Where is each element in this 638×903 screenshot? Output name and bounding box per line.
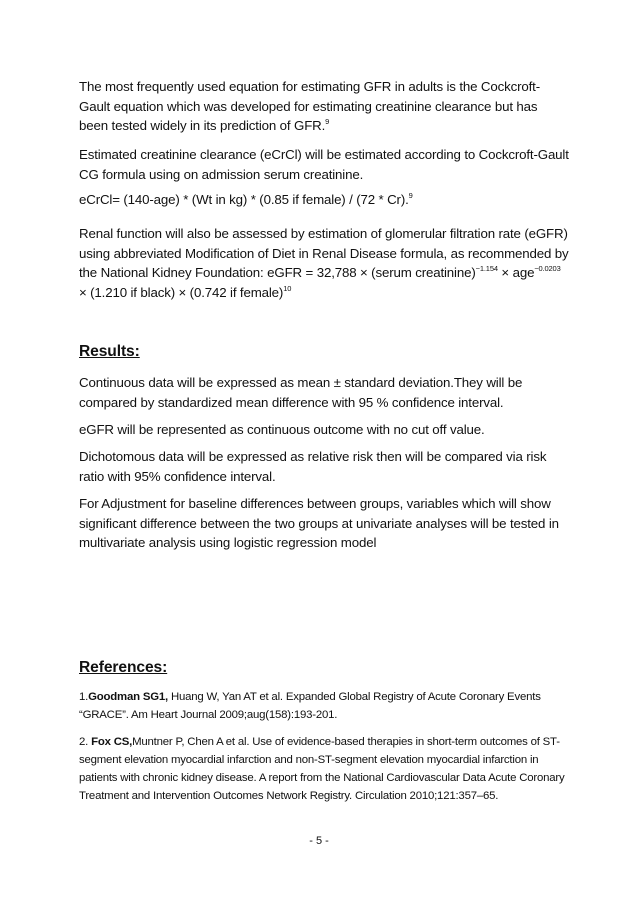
results-paragraph-dichotomous xyxy=(79,447,569,486)
reference-text: Huang W, Yan AT et al. Expanded Global Registry of Acute Coronary Events “GRACE”. Am Heart Journal 2009;aug(158):193-201. xyxy=(79,691,541,721)
gfr-equation-paragraph xyxy=(79,77,569,136)
paragraph-text: eGFR will be represented as continuous outcome with no cut off value. xyxy=(79,422,485,437)
paragraph-text: Continuous data will be expressed as mean ± standard deviation.They will be compared by standardized mean difference with 95 % confidence interval. xyxy=(79,375,523,410)
formula-text: × (1.210 if black) × (0.742 if female) xyxy=(79,284,284,300)
results-paragraph-continuous xyxy=(79,373,569,412)
paragraph-text: The most frequently used equation for estimating GFR in adults is the Cockcroft-Gault equation which was developed for estimating creatinine clearance but has been tested widely in its prediction of GFR. xyxy=(79,79,540,133)
citation-superscript: 10 xyxy=(283,283,292,293)
paragraph-text: Dichotomous data will be expressed as relative risk then will be compared via risk ratio with 95% confidence interval. xyxy=(79,449,547,484)
reference-number: 1. xyxy=(79,691,89,703)
paragraph-text: For Adjustment for baseline differences between groups, variables which will show significant difference between the two groups at univariate analyses will be tested in multivariate analysis using logistic regression model xyxy=(79,496,559,550)
reference-item xyxy=(79,733,569,805)
results-heading: Results: xyxy=(79,343,140,360)
egfr-formula-paragraph xyxy=(79,224,569,302)
ecrcl-description-paragraph xyxy=(79,145,569,184)
citation-superscript: 9 xyxy=(325,117,330,126)
reference-item xyxy=(79,688,569,724)
reference-lead-author: Goodman SG1, xyxy=(88,691,168,703)
formula-text: × age xyxy=(497,265,535,280)
reference-lead-author: Fox CS, xyxy=(91,736,133,748)
formula-text: eCrCl= (140-age) * (Wt in kg) * (0.85 if female) / (72 * Cr). xyxy=(79,192,409,207)
results-paragraph-egfr xyxy=(79,420,569,440)
exponent-superscript: −0.0203 xyxy=(534,264,561,273)
reference-number: 2. xyxy=(79,736,92,748)
exponent-superscript: −1.154 xyxy=(475,264,498,273)
paragraph-text: Estimated creatinine clearance (eCrCl) will be estimated according to Cockcroft-Gault CG formula using on admission serum creatinine. xyxy=(79,147,569,182)
references-heading: References: xyxy=(79,659,168,676)
citation-superscript: 9 xyxy=(408,191,413,200)
reference-text: Muntner P, Chen A et al. Use of evidence-based therapies in short-term outcomes of ST-segment elevation myocardial infarction and non-ST-segment elevation myocardial infarction in patients with chronic kidney disease. A report from the National Cardiovascular Data Acute Coronary Treatment and Intervention Outcomes Network Registry. Circulation 2010;121:357–65. xyxy=(79,736,565,802)
paragraph-text: Renal function will also be assessed by estimation of glomerular filtration rate (eGFR) using abbreviated Modification of Diet in Renal Disease formula, as recommended by the National Kidney Foundation: eGFR = 32,788 × (serum creatinine) xyxy=(79,226,569,280)
page-number: - 5 - xyxy=(309,835,329,847)
ecrcl-formula-paragraph xyxy=(79,190,569,210)
results-paragraph-adjustment xyxy=(79,494,569,553)
